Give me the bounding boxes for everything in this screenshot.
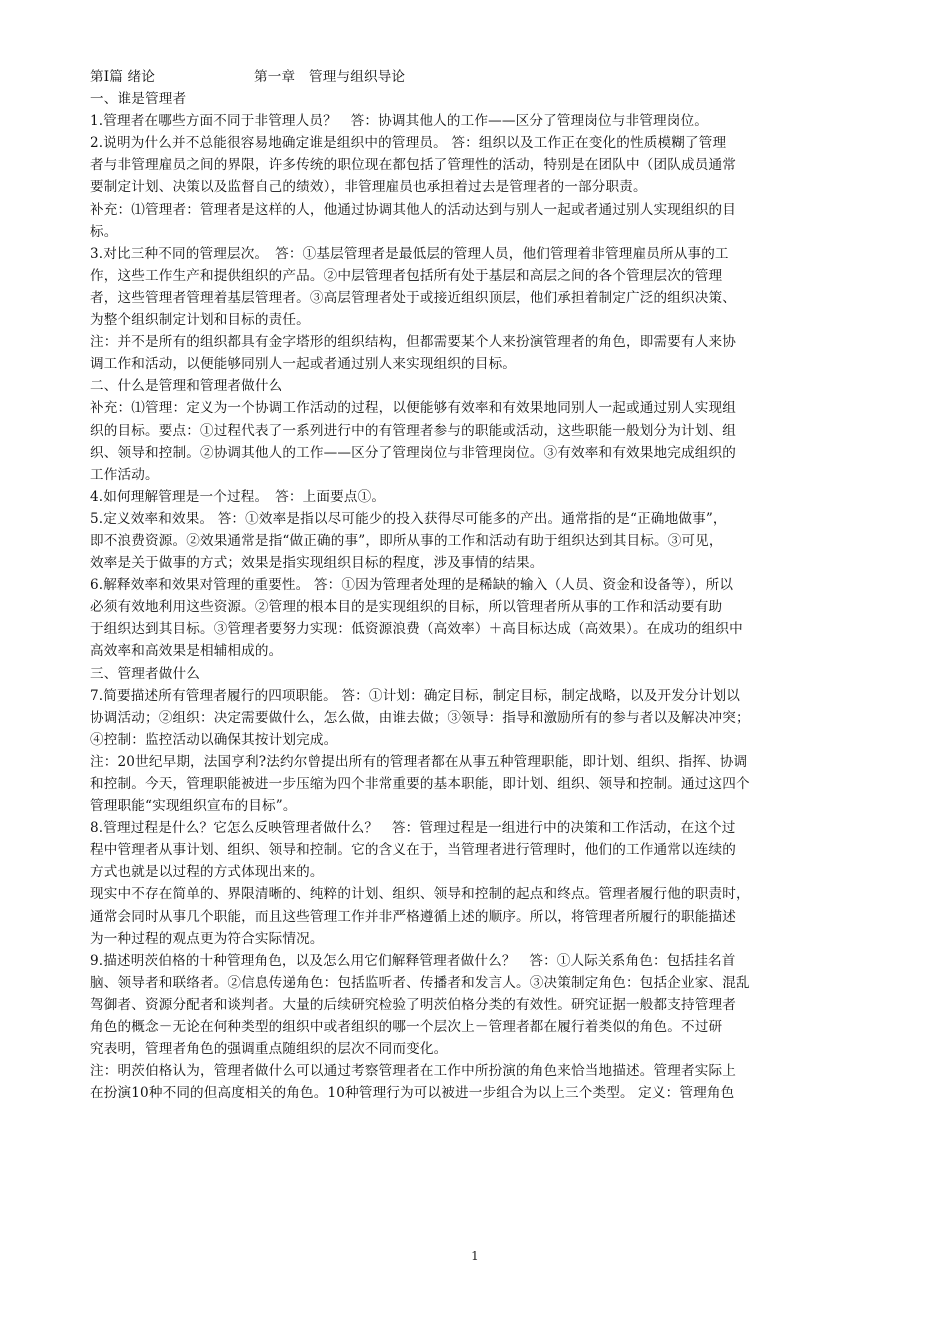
text-line: 必须有效地利用这些资源。②管理的根本目的是实现组织的目标，所以管理者所从事的工作和活动要有助 bbox=[90, 599, 723, 616]
text-line: 注：并不是所有的组织都具有金字塔形的组织结构，但都需要某个人来扮演管理者的角色，即需要有人来协 bbox=[90, 334, 736, 351]
page-heading bbox=[90, 66, 862, 88]
text-line: 一、谁是管理者 bbox=[90, 91, 187, 108]
text-line: 在扮演10种不同的但高度相关的角色。10种管理行为可以被进一步组合为以上三个类型。 定义：管理角色 bbox=[90, 1085, 735, 1102]
text-line: 究表明，管理者角色的强调重点随组织的层次不同而变化。 bbox=[90, 1041, 448, 1058]
text-line: 管理职能“实现组织宣布的目标”。 bbox=[90, 798, 297, 815]
text-line: 为整个组织制定计划和目标的责任。 bbox=[90, 312, 310, 329]
text-line: 4.如何理解管理是一个过程。 答：上面要点①。 bbox=[90, 488, 386, 505]
text-line: 1.管理者在哪些方面不同于非管理人员？ 答：协调其他人的工作——区分了管理岗位与非管理岗位。 bbox=[90, 113, 708, 130]
text-line: 者，这些管理者管理着基层管理者。③高层管理者处于或接近组织顶层，他们承担着制定广泛的组织决策、 bbox=[90, 289, 736, 306]
text-line: 于组织达到其目标。③管理者要努力实现：低资源浪费（高效率）＋高目标达成（高效果）。在成功的组织中 bbox=[90, 621, 743, 638]
text-line: 注：明茨伯格认为，管理者做什么可以通过考察管理者在工作中所扮演的角色来恰当地描述。管理者实际上 bbox=[90, 1063, 736, 1080]
part-title: 第Ⅰ篇 绪论 bbox=[90, 69, 155, 85]
text-line: 8.管理过程是什么？它怎么反映管理者做什么？ 答：管理过程是一组进行中的决策和工作活动，在这个过 bbox=[90, 820, 736, 837]
text-line: 现实中不存在简单的、界限清晰的、纯粹的计划、组织、领导和控制的起点和终点。管理者履行他的职责时， bbox=[90, 886, 750, 903]
text-line: 二、什么是管理和管理者做什么 bbox=[90, 378, 283, 395]
text-line: 5.定义效率和效果。 答：①效率是指以尽可能少的投入获得尽可能多的产出。通常指的是“正确地做事”， bbox=[90, 510, 727, 527]
text-line: 脑、领导者和联络者。②信息传递角色：包括监听者、传播者和发言人。③决策制定角色：包括企业家、混乱 bbox=[90, 974, 750, 991]
text-line: 者与非管理雇员之间的界限，许多传统的职位现在都包括了管理性的活动，特别是在团队中（团队成员通常 bbox=[90, 157, 736, 174]
text-line: 标。 bbox=[90, 223, 118, 240]
text-line: 和控制。今天，管理职能被进一步压缩为四个非常重要的基本职能，即计划、组织、领导和控制。通过这四个 bbox=[90, 776, 750, 792]
text-line: 要制定计划、决策以及监督自己的绩效），非管理雇员也承担着过去是管理者的一部分职责。 bbox=[90, 179, 647, 196]
text-line: 2.说明为什么并不总能很容易地确定谁是组织中的管理员。 答：组织以及工作正在变化的性质模糊了管理 bbox=[90, 135, 727, 152]
text-line: 注：20世纪早期，法国亨利?法约尔曾提出所有的管理者都在从事五种管理职能，即计划、组织、指挥、协调 bbox=[90, 753, 748, 770]
text-line: 9.描述明茨伯格的十种管理角色，以及怎么用它们解释管理者做什么？ 答：①人际关系角色：包括挂名首 bbox=[90, 952, 736, 969]
document-body bbox=[90, 88, 862, 1104]
text-line: ④控制：监控活动以确保其按计划完成。 bbox=[90, 731, 338, 748]
text-line: 方式也就是以过程的方式体现出来的。 bbox=[90, 864, 324, 881]
text-line: 效率是关于做事的方式；效果是指实现组织目标的程度，涉及事情的结果。 bbox=[90, 555, 544, 572]
text-line: 即不浪费资源。②效果通常是指“做正确的事”，即所从事的工作和活动有助于组织达到其目标。③可见， bbox=[90, 532, 723, 549]
text-line: 织的目标。要点：①过程代表了一系列进行中的有管理者参与的职能或活动，这些职能一般划分为计划、组 bbox=[90, 422, 736, 439]
text-line: 织、领导和控制。②协调其他人的工作——区分了管理岗位与非管理岗位。③有效率和有效果地完成组织的 bbox=[90, 444, 736, 461]
text-line: 为一种过程的观点更为符合实际情况。 bbox=[90, 930, 324, 947]
text-line: 补充：⑴管理者：管理者是这样的人，他通过协调其他人的活动达到与别人一起或者通过别人实现组织的目 bbox=[90, 201, 736, 218]
text-line: 工作活动。 bbox=[90, 466, 159, 483]
text-line: 程中管理者从事计划、组织、领导和控制。它的含义在于，当管理者进行管理时，他们的工作通常以连续的 bbox=[90, 842, 736, 859]
text-line: 作，这些工作生产和提供组织的产品。②中层管理者包括所有处于基层和高层之间的各个管理层次的管理 bbox=[90, 267, 723, 284]
text-line: 调工作和活动，以便能够同别人一起或者通过别人来实现组织的目标。 bbox=[90, 356, 517, 373]
text-line: 通常会同时从事几个职能，而且这些管理工作并非严格遵循上述的顺序。所以，将管理者所履行的职能描述 bbox=[90, 908, 736, 925]
text-line: 6.解释效率和效果对管理的重要性。 答：①因为管理者处理的是稀缺的输入（人员、资金和设备等），所以 bbox=[90, 577, 734, 594]
text-line: 三、管理者做什么 bbox=[90, 665, 200, 682]
text-line: 高效率和高效果是相辅相成的。 bbox=[90, 643, 283, 660]
text-line: 驾御者、资源分配者和谈判者。大量的后续研究检验了明茨伯格分类的有效性。研究证据一般都支持管理者 bbox=[90, 996, 736, 1013]
chapter-title: 第一章 管理与组织导论 bbox=[254, 69, 406, 85]
text-line: 协调活动；②组织：决定需要做什么，怎么做，由谁去做；③领导：指导和激励所有的参与者以及解决冲突； bbox=[90, 709, 750, 726]
text-line: 角色的概念－无论在何种类型的组织中或者组织的哪一个层次上－管理者都在履行着类似的角色。不过研 bbox=[90, 1019, 723, 1036]
text-line: 补充：⑴管理：定义为一个协调工作活动的过程，以便能够有效率和有效果地同别人一起或通过别人实现组 bbox=[90, 400, 736, 417]
page-number: 1 bbox=[471, 1249, 479, 1263]
text-line: 3.对比三种不同的管理层次。 答：①基层管理者是最低层的管理人员，他们管理着非管理雇员所从事的工 bbox=[90, 245, 729, 262]
document-page bbox=[90, 66, 862, 1246]
text-line: 7.简要描述所有管理者履行的四项职能。 答：①计划：确定目标，制定目标，制定战略，以及开发分计划以 bbox=[90, 687, 740, 704]
